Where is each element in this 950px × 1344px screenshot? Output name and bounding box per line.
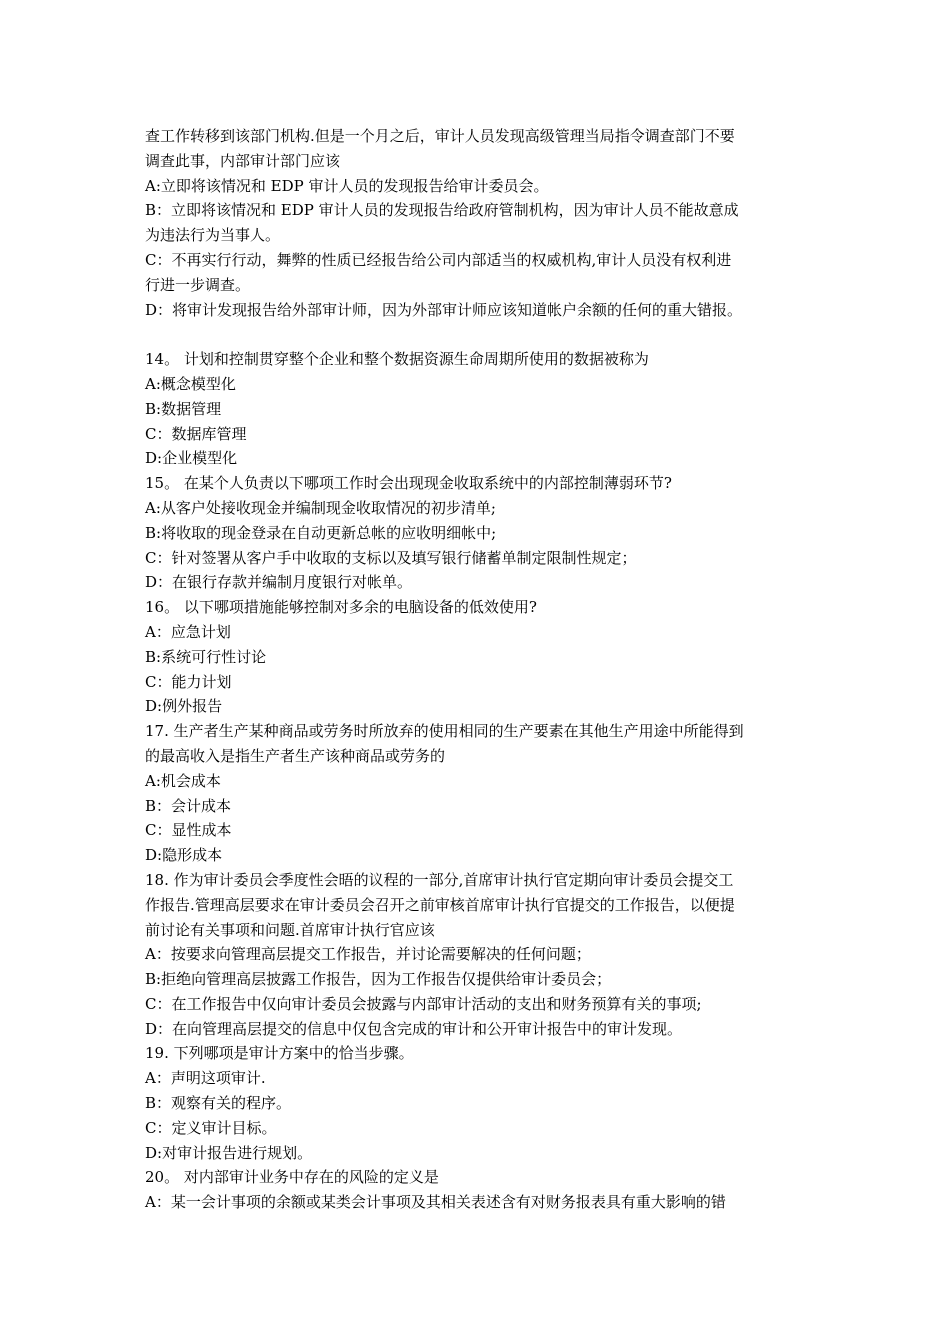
- text-line: 为违法行为当事人。: [145, 226, 281, 245]
- text-line: D：在银行存款并编制月度银行对帐单。: [145, 573, 413, 592]
- text-line: 20。 对内部审计业务中存在的风险的定义是: [145, 1168, 439, 1187]
- text-line: B:将收取的现金登录在自动更新总帐的应收明细帐中;: [145, 523, 497, 542]
- text-line: A:机会成本: [145, 771, 221, 790]
- text-line: D:对审计报告进行规划。: [145, 1143, 313, 1162]
- text-line: D：在向管理高层提交的信息中仅包含完成的审计和公开审计报告中的审计发现。: [145, 1019, 683, 1038]
- text-line: D:例外报告: [145, 697, 223, 716]
- text-line: 的最高收入是指生产者生产该种商品或劳务的: [145, 746, 446, 765]
- text-line: 查工作转移到该部门机构.但是一个月之后，审计人员发现高级管理当局指令调查部门不要: [145, 127, 735, 145]
- text-line: D:隐形成本: [145, 846, 223, 865]
- text-line: C：不再实行行动，舞弊的性质已经报告给公司内部适当的权威机构,审计人员没有权利进: [145, 250, 732, 269]
- text-line: 16。 以下哪项措施能够控制对多余的电脑设备的低效使用?: [145, 598, 537, 617]
- text-line: B:拒绝向管理高层披露工作报告，因为工作报告仅提供给审计委员会；: [145, 970, 612, 989]
- text-line: C：显性成本: [145, 821, 232, 840]
- text-line: A：应急计划: [145, 622, 231, 641]
- text-line: 行进一步调查。: [145, 275, 251, 294]
- text-line: C：能力计划: [145, 672, 232, 691]
- text-line: A：声明这项审计.: [145, 1069, 266, 1088]
- text-line: A：某一会计事项的余额或某类会计事项及其相关表述含有对财务报表具有重大影响的错: [145, 1193, 726, 1212]
- text-line: B:系统可行性讨论: [145, 647, 267, 666]
- text-line: A:从客户处接收现金并编制现金收取情况的初步清单;: [145, 498, 496, 517]
- text-line: 调查此事，内部审计部门应该: [145, 151, 341, 170]
- text-line: 前讨论有关事项和问题.首席审计执行官应该: [145, 920, 435, 939]
- text-line: D:企业模型化: [145, 449, 238, 468]
- text-line: A:立即将该情况和 EDP 审计人员的发现报告给审计委员会。: [145, 176, 549, 195]
- text-line: C：针对签署从客户手中收取的支标以及填写银行储蓄单制定限制性规定；: [145, 548, 637, 567]
- text-line: 作报告.管理高层要求在审计委员会召开之前审核首席审计执行官提交的工作报告，以便提: [145, 895, 735, 914]
- text-line: C：数据库管理: [145, 424, 247, 443]
- text-line: C：在工作报告中仅向审计委员会披露与内部审计活动的支出和财务预算有关的事项;: [145, 994, 702, 1013]
- text-line: B：观察有关的程序。: [145, 1094, 292, 1113]
- text-line: A:概念模型化: [145, 374, 236, 393]
- blank-line: [145, 322, 825, 347]
- text-line: A：按要求向管理高层提交工作报告，并讨论需要解决的任何问题；: [145, 945, 591, 964]
- text-line: 14。 计划和控制贯穿整个企业和整个数据资源生命周期所使用的数据被称为: [145, 350, 649, 369]
- text-line: 15。 在某个人负责以下哪项工作时会出现现金收取系统中的内部控制薄弱环节?: [145, 474, 672, 493]
- text-line: B：立即将该情况和 EDP 审计人员的发现报告给政府管制机构，因为审计人员不能故意成: [145, 201, 739, 220]
- text-line: 19. 下列哪项是审计方案中的恰当步骤。: [145, 1044, 414, 1063]
- text-line: 17. 生产者生产某种商品或劳务时所放弃的使用相同的生产要素在其他生产用途中所能得到: [145, 722, 744, 741]
- text-line: D：将审计发现报告给外部审计师，因为外部审计师应该知道帐户余额的任何的重大错报。: [145, 300, 743, 319]
- text-line: C：定义审计目标。: [145, 1118, 277, 1137]
- text-line: B:数据管理: [145, 399, 222, 418]
- text-line: 18. 作为审计委员会季度性会晤的议程的一部分,首席审计执行官定期向审计委员会提交工: [145, 870, 734, 889]
- text-line: B：会计成本: [145, 796, 232, 815]
- document-body: [145, 124, 825, 1215]
